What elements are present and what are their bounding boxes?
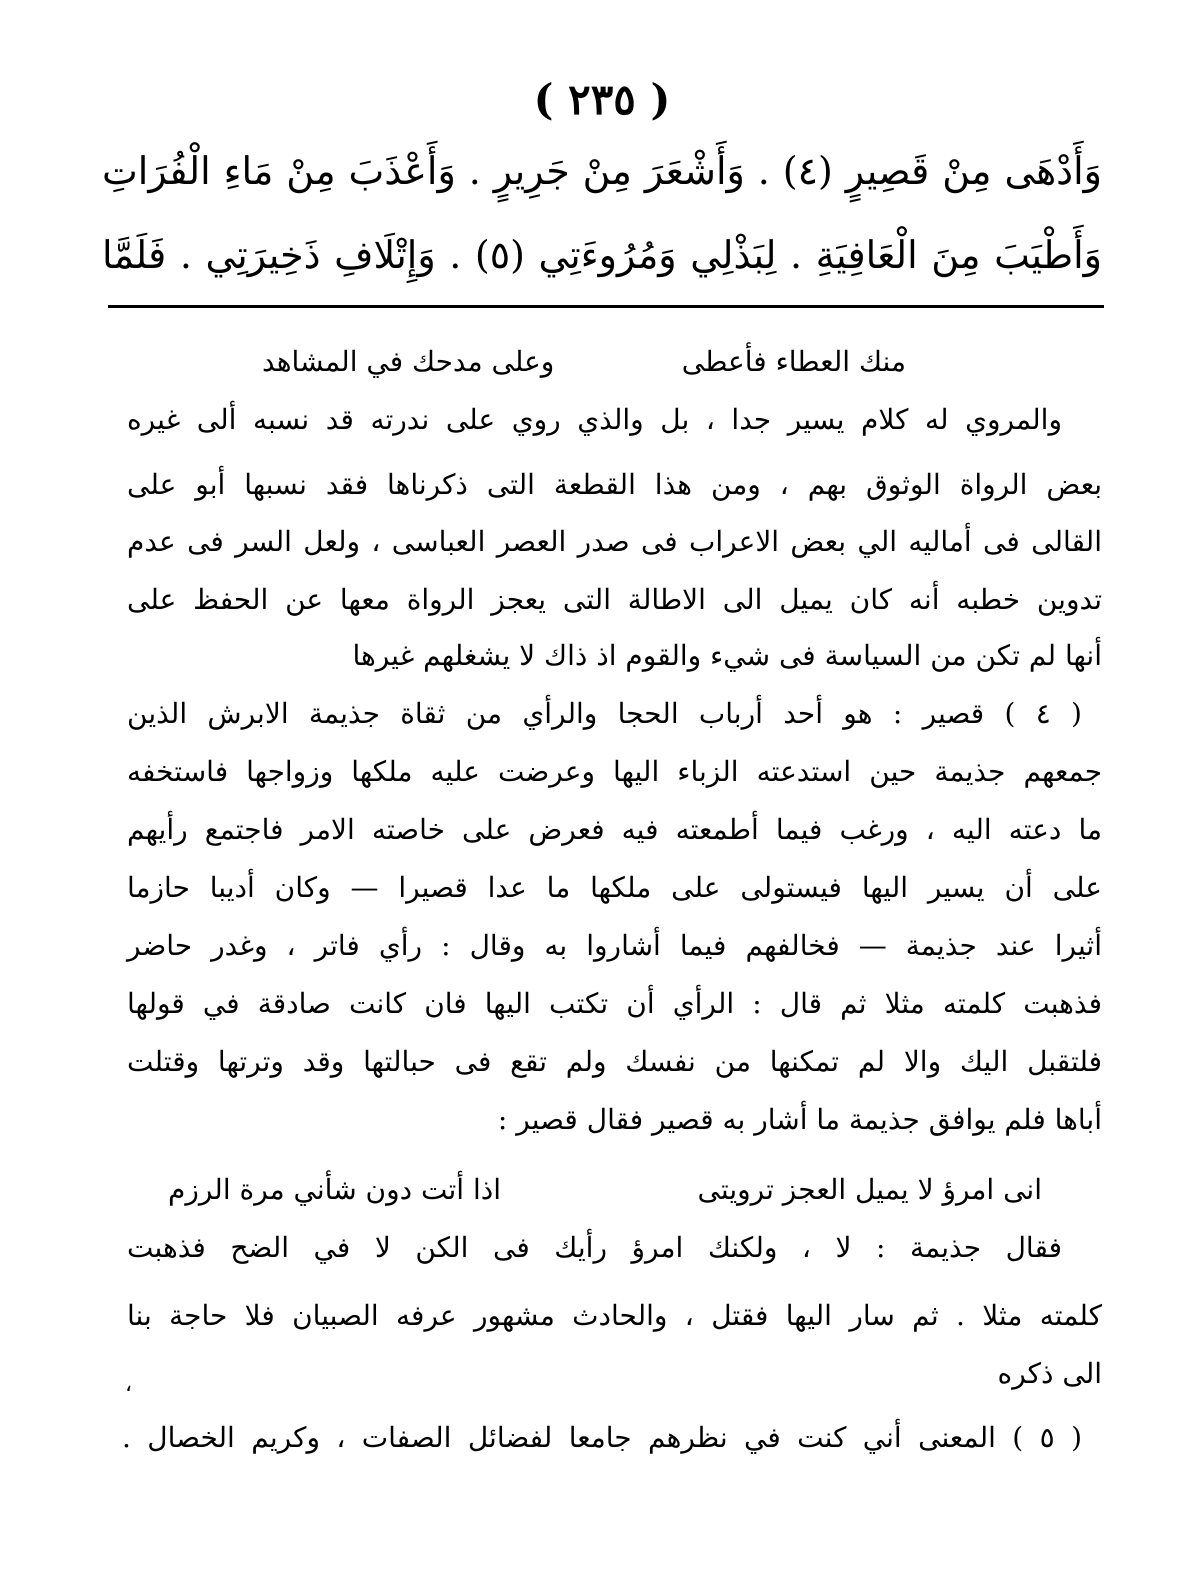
- footnote-line-last: أباها فلم يوافق جذيمة ما أشار به قصير فقال قصير :: [497, 1103, 1102, 1136]
- footnote-separator-rule: [108, 305, 1104, 308]
- page-number: ( ٢٣٥ ): [533, 75, 671, 124]
- verse-2-second-hemistich: اذا أتت دون شأني مرة الرزم: [168, 1173, 502, 1206]
- footnote-line: فلتقبل اليك والا لم تمكنها من نفسك ولم تقع فى حبالتها وقد وترتها وقتلت: [127, 1045, 1102, 1078]
- footnote-line: بعض الرواة الوثوق بهم ، ومن هذا القطعة التى ذكرناها فقد نسبها أبو على: [127, 468, 1102, 501]
- main-text-line-2: وَأَطْيَبَ مِنَ الْعَافِيَةِ . لِبَذْلِي وَمُرُوءَتِي (٥) . وَإِتْلَافِ ذَخِيرَتِي . فَلَمَّا: [102, 233, 1102, 277]
- main-text-line-1: وَأَدْهَى مِنْ قَصِيرٍ (٤) . وَأَشْعَرَ مِنْ جَرِيرٍ . وَأَعْذَبَ مِنْ مَاءِ الْفُرَاتِ: [102, 149, 1102, 193]
- stray-print-mark: ،: [125, 1372, 133, 1397]
- footnote-line: أثيرا عند جذيمة — فخالفهم فيما أشاروا به وقال : رأي فاتر ، وغدر حاضر: [127, 929, 1102, 962]
- footnote-line: تدوين خطبه أنه كان يميل الى الاطالة التى يعجز الرواة معها عن الحفظ على: [127, 583, 1102, 616]
- footnote-line: جمعهم جذيمة حين استدعته الزباء اليها وعرضت عليه ملكها وزواجها فاستخفه: [127, 755, 1102, 788]
- footnote-line: والمروي له كلام يسير جدا ، بل والذي روي على ندرته قد نسبه ألى غيره: [127, 403, 1062, 436]
- footnote-line: فذهبت كلمته مثلا ثم قال : الرأي أن تكتب اليها فان كانت صادقة في قولها: [127, 987, 1102, 1020]
- footnote-line: ما دعته اليه ، ورغب فيما أطمعته فيه فعرض على خاصته الامر فاجتمع رأيهم: [127, 813, 1103, 846]
- verse-1-first-hemistich: منك العطاء فأعطى: [681, 345, 906, 378]
- footnote-line-last: الى ذكره: [997, 1357, 1102, 1390]
- footnote-4-line: ( ٤ ) قصير : هو أحد أرباب الحجا والرأي من ثقاة جذيمة الابرش الذين: [127, 697, 1082, 730]
- verse-2-first-hemistich: انى امرؤ لا يميل العجز ترويتى: [697, 1173, 1042, 1206]
- footnote-5-line: ( ٥ ) المعنى أني كنت في نظرهم جامعا لفضائل الصفات ، وكريم الخصال .: [122, 1421, 1082, 1454]
- footnote-line: فقال جذيمة : لا ، ولكنك امرؤ رأيك فى الكن لا في الضح فذهبت: [127, 1231, 1062, 1264]
- footnote-line-last: أنها لم تكن من السياسة فى شيء والقوم اذ ذاك لا يشغلهم غيرها: [352, 639, 1102, 672]
- verse-1-second-hemistich: وعلى مدحك في المشاهد: [262, 345, 555, 378]
- footnote-line: على أن يسير اليها فيستولى على ملكها ما عدا قصيرا — وكان أديبا حازما: [127, 871, 1102, 904]
- footnote-line: كلمته مثلا . ثم سار اليها فقتل ، والحادث مشهور عرفه الصبيان فلا حاجة بنا: [127, 1299, 1102, 1332]
- footnote-line: القالى فى أماليه الي بعض الاعراب فى صدر العصر العباسى ، ولعل السر فى عدم: [127, 525, 1102, 558]
- footnote-verse-1: [0, 340, 1204, 384]
